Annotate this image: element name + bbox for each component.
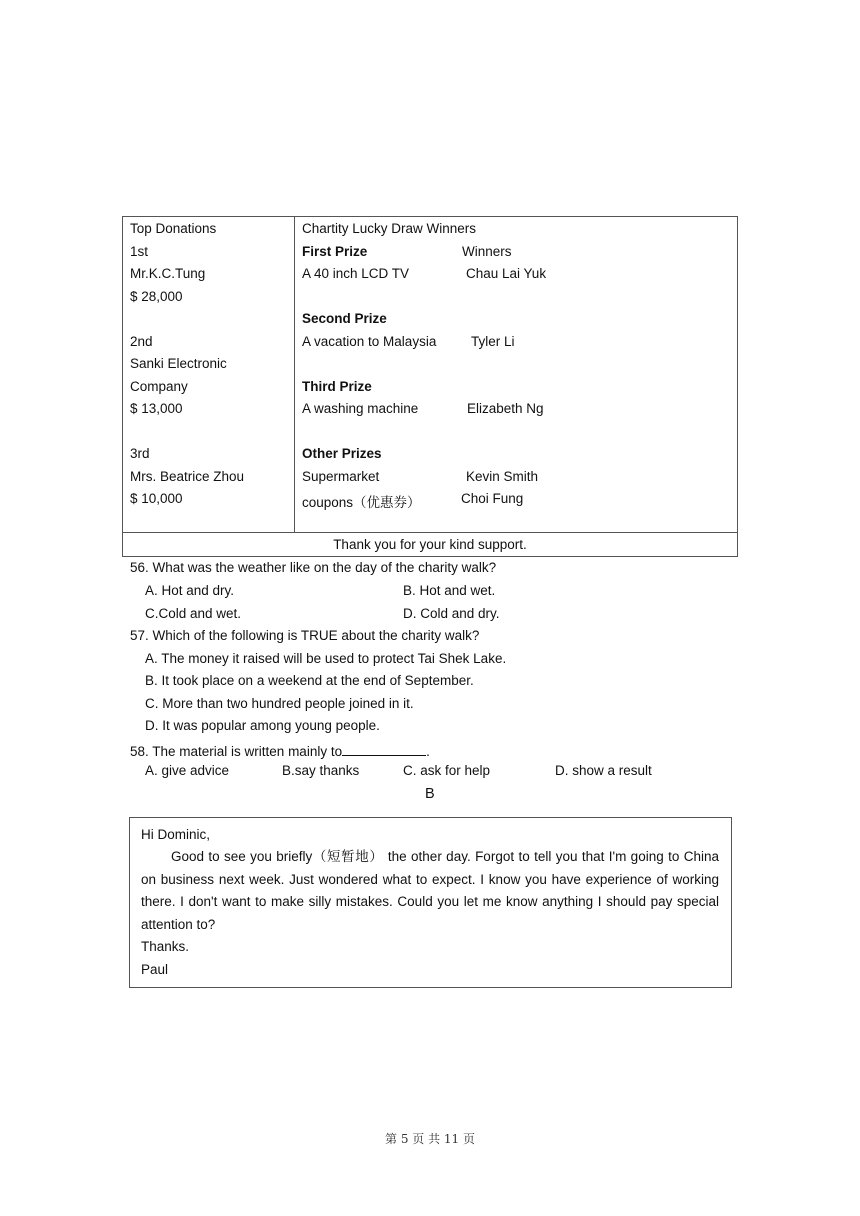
donation-line: Company xyxy=(130,379,188,394)
section-label: B xyxy=(425,786,435,802)
third-prize-label: Third Prize xyxy=(302,379,372,394)
donation-line: Mrs. Beatrice Zhou xyxy=(130,469,245,484)
table-border-top xyxy=(122,216,738,217)
letter-body: Good to see you briefly（短暂地） the other day. Forgot to tell you that I'm going to China on business next week. Just wondered what to expect. I know you have experience of working there. I don't want to make silly mistakes. Could you let me know anything I should pay special attention to? xyxy=(141,849,719,932)
option: D. It was popular among young people. xyxy=(145,718,380,733)
question-stem-end: . xyxy=(426,744,430,759)
question-stem-text: 58. The material is written mainly to xyxy=(130,744,343,759)
page-number: 第 5 页 共 11 页 xyxy=(385,1132,475,1146)
option: A. The money it raised will be used to protect Tai Shek Lake. xyxy=(145,651,507,666)
other-prizes-label: Other Prizes xyxy=(302,446,382,461)
question-stem: 57. Which of the following is TRUE about the charity walk? xyxy=(130,628,480,643)
donations-heading: Top Donations xyxy=(130,221,217,236)
other-prize-item: Supermarket xyxy=(302,469,380,484)
table-footer-text: Thank you for your kind support. xyxy=(333,537,527,552)
option: B. Hot and wet. xyxy=(403,583,496,598)
other-prize-item: coupons（优惠券） xyxy=(302,495,421,510)
letter-signature: Paul xyxy=(141,962,169,977)
second-prize-item: A vacation to Malaysia xyxy=(302,334,437,349)
option: D. show a result xyxy=(555,763,652,778)
question-stem xyxy=(130,741,430,759)
option: A. Hot and dry. xyxy=(145,583,235,598)
first-prize-winner: Chau Lai Yuk xyxy=(466,266,547,281)
donation-line: Mr.K.C.Tung xyxy=(130,266,206,281)
option: A. give advice xyxy=(145,763,230,778)
third-prize-item: A washing machine xyxy=(302,401,419,416)
table-column-divider xyxy=(294,216,295,533)
option: B. It took place on a weekend at the end of September. xyxy=(145,673,474,688)
other-prize-winner: Kevin Smith xyxy=(466,469,539,484)
table-border-bottom xyxy=(122,556,738,557)
lucky-draw-heading: Chartity Lucky Draw Winners xyxy=(302,221,477,236)
second-prize-label: Second Prize xyxy=(302,311,387,326)
option: B.say thanks xyxy=(282,763,360,778)
third-prize-winner: Elizabeth Ng xyxy=(467,401,544,416)
table-border-left xyxy=(122,216,123,557)
question-stem: 56. What was the weather like on the day of the charity walk? xyxy=(130,560,497,575)
donation-line: 1st xyxy=(130,244,149,259)
option: C. ask for help xyxy=(403,763,491,778)
donation-line: 2nd xyxy=(130,334,153,349)
donation-line: $ 10,000 xyxy=(130,491,183,506)
answer-blank xyxy=(342,741,426,756)
first-prize-label: First Prize xyxy=(302,244,368,259)
option: C. More than two hundred people joined in it. xyxy=(145,696,414,711)
table-row-divider xyxy=(122,532,738,533)
first-prize-item: A 40 inch LCD TV xyxy=(302,266,410,281)
donation-line: Sanki Electronic xyxy=(130,356,227,371)
table-border-right xyxy=(737,216,738,557)
letter-greeting: Hi Dominic, xyxy=(141,827,211,842)
letter-thanks: Thanks. xyxy=(141,939,190,954)
winners-header: Winners xyxy=(462,244,512,259)
donation-line: 3rd xyxy=(130,446,150,461)
second-prize-winner: Tyler Li xyxy=(471,334,515,349)
option: C.Cold and wet. xyxy=(145,606,242,621)
option: D. Cold and dry. xyxy=(403,606,500,621)
donation-line: $ 13,000 xyxy=(130,401,183,416)
other-prize-winner: Choi Fung xyxy=(461,491,524,506)
donation-line: $ 28,000 xyxy=(130,289,183,304)
